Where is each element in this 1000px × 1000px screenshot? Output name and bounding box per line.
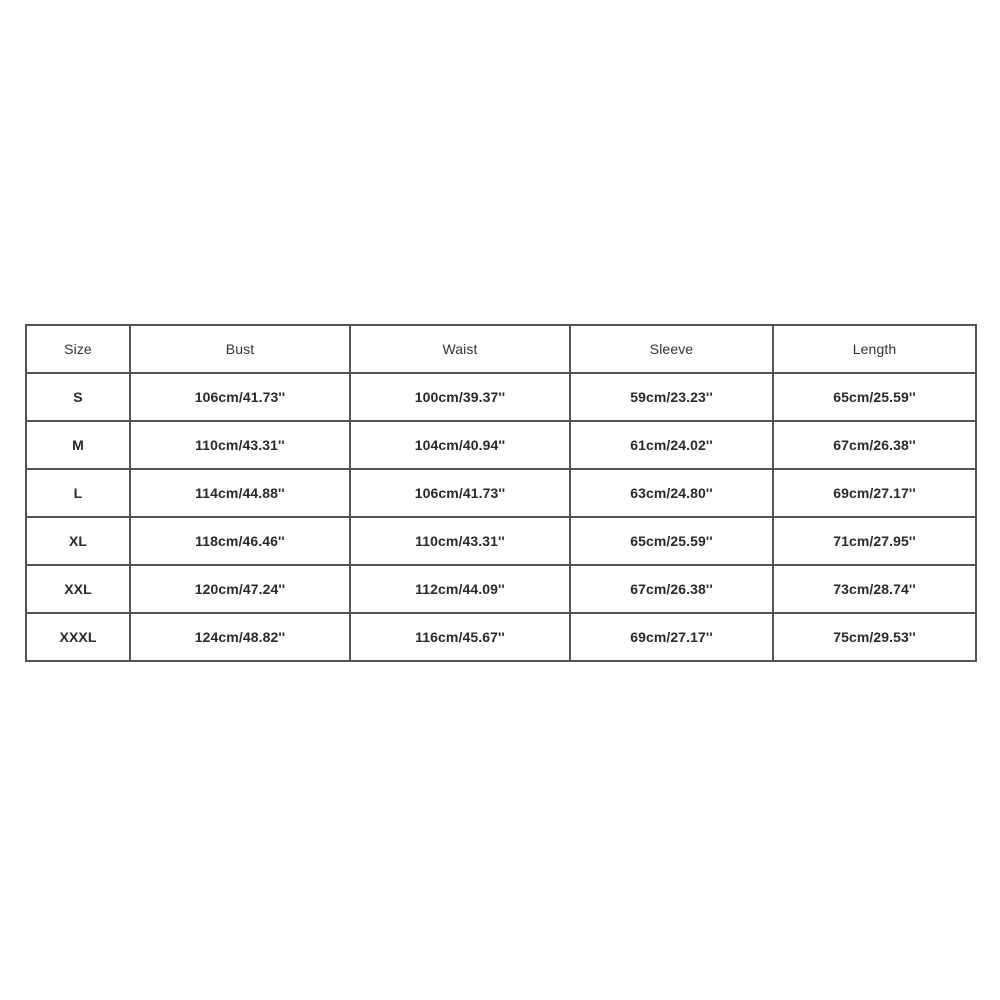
bust-cell: 124cm/48.82'' <box>130 613 350 661</box>
table-row <box>26 517 976 565</box>
header-sleeve: Sleeve <box>570 325 773 373</box>
table-row <box>26 373 976 421</box>
sleeve-cell: 67cm/26.38'' <box>570 565 773 613</box>
bust-cell: 118cm/46.46'' <box>130 517 350 565</box>
sleeve-cell: 63cm/24.80'' <box>570 469 773 517</box>
length-cell: 73cm/28.74'' <box>773 565 976 613</box>
table-row <box>26 421 976 469</box>
size-chart-table <box>25 324 977 662</box>
waist-cell: 112cm/44.09'' <box>350 565 570 613</box>
size-cell: XL <box>26 517 130 565</box>
length-cell: 71cm/27.95'' <box>773 517 976 565</box>
bust-cell: 120cm/47.24'' <box>130 565 350 613</box>
header-length: Length <box>773 325 976 373</box>
waist-cell: 104cm/40.94'' <box>350 421 570 469</box>
table-body <box>26 373 976 661</box>
header-bust: Bust <box>130 325 350 373</box>
sleeve-cell: 61cm/24.02'' <box>570 421 773 469</box>
table-row <box>26 613 976 661</box>
length-cell: 65cm/25.59'' <box>773 373 976 421</box>
sleeve-cell: 59cm/23.23'' <box>570 373 773 421</box>
header-waist: Waist <box>350 325 570 373</box>
bust-cell: 114cm/44.88'' <box>130 469 350 517</box>
table-row <box>26 469 976 517</box>
bust-cell: 106cm/41.73'' <box>130 373 350 421</box>
waist-cell: 106cm/41.73'' <box>350 469 570 517</box>
size-cell: XXXL <box>26 613 130 661</box>
waist-cell: 110cm/43.31'' <box>350 517 570 565</box>
bust-cell: 110cm/43.31'' <box>130 421 350 469</box>
length-cell: 69cm/27.17'' <box>773 469 976 517</box>
waist-cell: 100cm/39.37'' <box>350 373 570 421</box>
sleeve-cell: 69cm/27.17'' <box>570 613 773 661</box>
size-cell: XXL <box>26 565 130 613</box>
header-size: Size <box>26 325 130 373</box>
length-cell: 75cm/29.53'' <box>773 613 976 661</box>
size-cell: L <box>26 469 130 517</box>
table-row <box>26 565 976 613</box>
size-cell: S <box>26 373 130 421</box>
table-header <box>26 325 976 373</box>
size-cell: M <box>26 421 130 469</box>
waist-cell: 116cm/45.67'' <box>350 613 570 661</box>
length-cell: 67cm/26.38'' <box>773 421 976 469</box>
header-row <box>26 325 976 373</box>
sleeve-cell: 65cm/25.59'' <box>570 517 773 565</box>
